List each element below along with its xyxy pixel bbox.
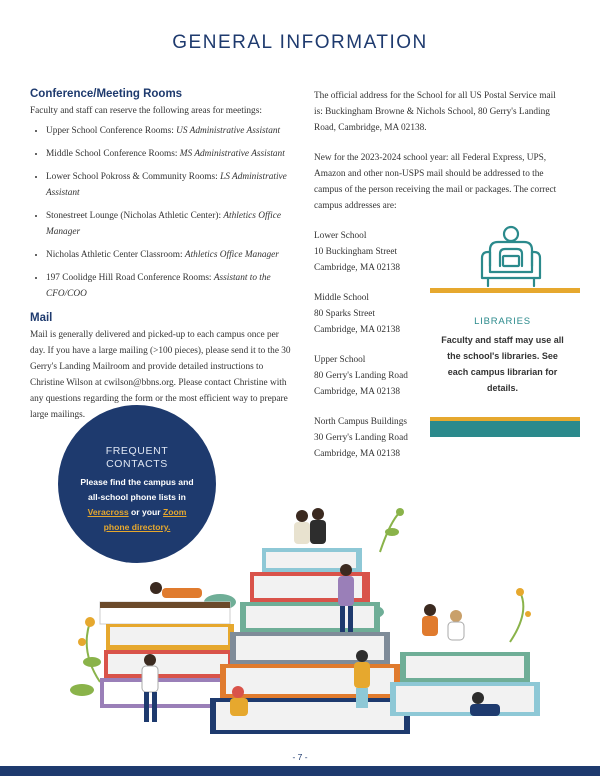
frequent-contacts-title: FREQUENT CONTACTS	[105, 445, 169, 470]
footer-bar	[0, 766, 600, 776]
list-item	[46, 270, 292, 302]
zoom-directory-link[interactable]: Zoom phone directory.	[103, 507, 187, 532]
mail-body: Mail is generally delivered and picked-up to each campus once per day. If you have a large mailing (>100 pieces), please send it to the 30 Gerry's Landing Mailroom and provide detailed instructions to Christine Wilson at cwilson@bbns.org. Please contact Christine with any questions regarding the form or the most efficient way to prepare large mailings.	[30, 330, 291, 420]
book-stack-right	[390, 652, 540, 716]
libraries-stripe-teal	[430, 421, 580, 437]
book-stack-left	[100, 602, 234, 708]
non-usps-note: New for the 2023-2024 school year: all Federal Express, UPS, Amazon and other non-USPS mail should be addressed to the campus of the person receiving the mail or packages. The correct campus addresses are:	[314, 153, 557, 211]
armchair-reader-icon	[470, 222, 552, 292]
campus-address-middle: Middle School 80 Sparks Street Cambridge, MA 02138	[314, 293, 400, 335]
conference-list	[30, 123, 292, 302]
books-readers-illustration	[70, 492, 550, 742]
room-contact: Athletics Office Manager	[184, 250, 279, 260]
official-address: The official address for the School for all US Postal Service mail is: Buckingham Browne & Nichols School, 80 Gerry's Landing Road, Cambridge, MA 02138.	[314, 91, 556, 133]
mail-heading: Mail	[30, 312, 53, 324]
room-contact: US Administrative Assistant	[176, 126, 281, 136]
list-item	[46, 247, 292, 263]
page-title: GENERAL INFORMATION	[172, 32, 428, 53]
campus-address-upper: Upper School 80 Gerry's Landing Road Cambridge, MA 02138	[314, 355, 408, 397]
room-name: Lower School Pokross & Community Rooms:	[46, 172, 221, 182]
list-item	[46, 146, 292, 162]
conference-heading: Conference/Meeting Rooms	[30, 88, 183, 100]
room-name: Stonestreet Lounge (Nicholas Athletic Center):	[46, 211, 224, 221]
room-contact: MS Administrative Assistant	[179, 149, 285, 159]
list-item	[46, 123, 292, 139]
list-item	[46, 169, 292, 201]
room-contact: Athletics Office Manager	[46, 211, 281, 237]
left-column	[30, 88, 292, 423]
room-name: Middle School Conference Rooms:	[46, 149, 180, 159]
veracross-link[interactable]: Veracross	[87, 507, 129, 517]
campus-address-north: North Campus Buildings 30 Gerry's Landing Road Cambridge, MA 02138	[314, 417, 408, 459]
room-contact: Assistant to the CFO/COO	[46, 273, 271, 299]
frequent-contacts-text: Please find the campus and all-school phone lists in Veracross or your Zoom phone directory.	[80, 477, 194, 532]
page-number: - 7 -	[292, 752, 308, 762]
room-contact: LS Administrative Assistant	[46, 172, 287, 198]
libraries-text: Faculty and staff may use all the school's libraries. See each campus librarian for details.	[441, 335, 564, 393]
libraries-gold-bar	[430, 288, 580, 293]
room-name: 197 Coolidge Hill Road Conference Rooms:	[46, 273, 214, 283]
conference-intro: Faculty and staff can reserve the following areas for meetings:	[30, 106, 262, 116]
list-item	[46, 208, 292, 240]
libraries-title: LIBRARIES	[474, 316, 531, 327]
room-name: Upper School Conference Rooms:	[46, 126, 177, 136]
campus-address-lower: Lower School 10 Buckingham Street Cambridge, MA 02138	[314, 231, 400, 273]
room-name: Nicholas Athletic Center Classroom:	[46, 250, 185, 260]
